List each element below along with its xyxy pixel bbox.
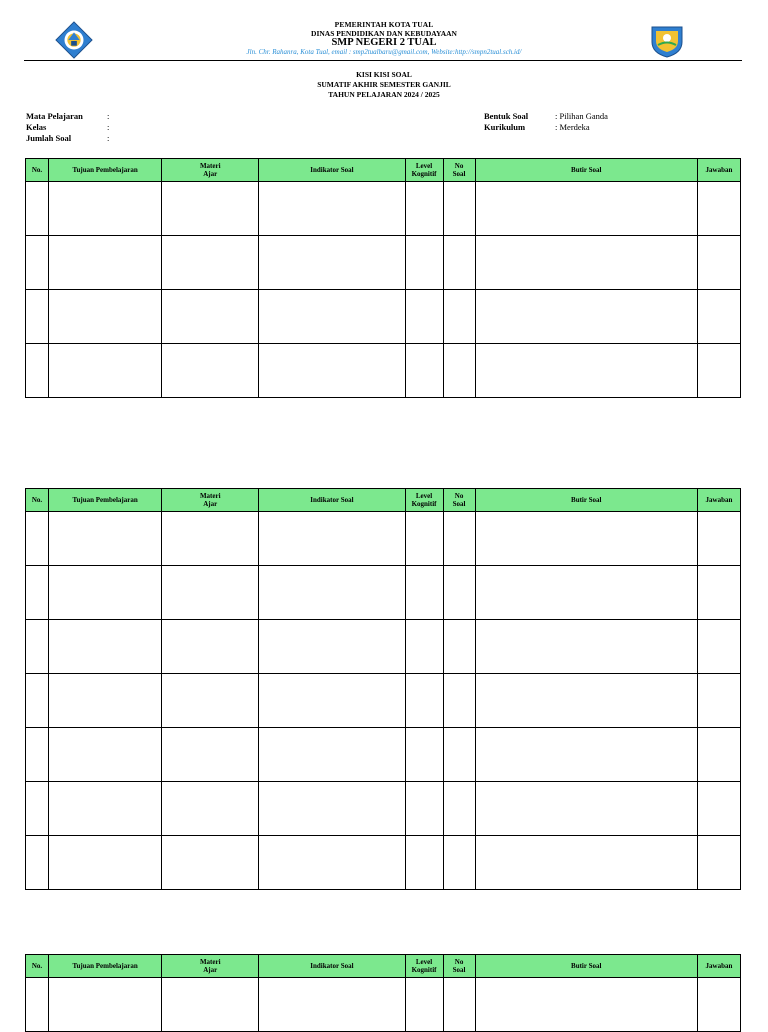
identity-value-form: : Pilihan Ganda (555, 111, 608, 121)
kisi-table-3 (25, 954, 741, 1032)
col-header-answer: Jawaban (697, 489, 740, 512)
table-cell (443, 344, 475, 398)
col-header-cognitive-level: Level Kognitif (405, 159, 443, 182)
identity-value-curriculum: : Merdeka (555, 122, 590, 132)
table-cell (475, 290, 697, 344)
letterhead (0, 0, 768, 62)
table-cell (259, 674, 405, 728)
table-cell (443, 836, 475, 890)
table-cell (405, 344, 443, 398)
table-cell (697, 566, 740, 620)
identity-label-subject: Mata Pelajaran (26, 111, 83, 121)
table-header-row (26, 955, 741, 978)
col-header-cognitive-level: Level Kognitif (405, 489, 443, 512)
table-cell (259, 344, 405, 398)
table-cell (162, 290, 259, 344)
table-cell (475, 674, 697, 728)
table-cell (259, 782, 405, 836)
table-cell (26, 182, 49, 236)
col-header-question-item: Butir Soal (475, 489, 697, 512)
table-cell (475, 836, 697, 890)
table-cell (26, 566, 49, 620)
col-header-learning-objective: Tujuan Pembelajaran (49, 955, 162, 978)
table-row (26, 978, 741, 1032)
col-header-indicator: Indikator Soal (259, 489, 405, 512)
table-cell (259, 728, 405, 782)
table-cell (259, 290, 405, 344)
identity-label-form: Bentuk Soal (484, 111, 529, 121)
table-cell (697, 182, 740, 236)
table-cell (49, 728, 162, 782)
table-cell (697, 236, 740, 290)
col-header-question-item: Butir Soal (475, 955, 697, 978)
table-cell (49, 674, 162, 728)
table-cell (443, 782, 475, 836)
table-cell (26, 290, 49, 344)
table-cell (162, 512, 259, 566)
school-year: TAHUN PELAJARAN 2024 / 2025 (328, 90, 440, 99)
table-cell (405, 782, 443, 836)
table-cell (697, 674, 740, 728)
table-cell (162, 674, 259, 728)
table-row (26, 344, 741, 398)
col-header-question-number: No Soal (443, 489, 475, 512)
table-cell (443, 728, 475, 782)
table-cell (697, 344, 740, 398)
col-header-indicator: Indikator Soal (259, 159, 405, 182)
table-cell (26, 236, 49, 290)
col-header-question-item: Butir Soal (475, 159, 697, 182)
table-header-row (26, 159, 741, 182)
table-cell (475, 182, 697, 236)
table-row (26, 182, 741, 236)
table-cell (405, 512, 443, 566)
table-cell (443, 512, 475, 566)
table-cell (49, 620, 162, 674)
table-cell (49, 566, 162, 620)
table-cell (475, 566, 697, 620)
table-cell (443, 620, 475, 674)
table-cell (405, 290, 443, 344)
table-cell (49, 978, 162, 1032)
table-cell (405, 978, 443, 1032)
table-cell (49, 344, 162, 398)
table-cell (49, 236, 162, 290)
col-header-question-number: No Soal (443, 159, 475, 182)
document-subtitle: SUMATIF AKHIR SEMESTER GANJIL (317, 80, 451, 89)
col-header-answer: Jawaban (697, 159, 740, 182)
table-cell (443, 236, 475, 290)
table-cell (49, 782, 162, 836)
table-row (26, 728, 741, 782)
table-cell (26, 674, 49, 728)
table-cell (49, 290, 162, 344)
col-header-material: Materi Ajar (162, 159, 259, 182)
table-cell (405, 836, 443, 890)
kisi-table-2 (25, 488, 741, 890)
department-name: DINAS PENDIDIKAN DAN KEBUDAYAAN (311, 29, 457, 38)
table-cell (697, 290, 740, 344)
identity-label-curriculum: Kurikulum (484, 122, 526, 132)
table-cell (26, 512, 49, 566)
table-cell (475, 782, 697, 836)
table-cell (475, 236, 697, 290)
col-header-no: No. (26, 489, 49, 512)
table-row (26, 674, 741, 728)
identity-sep-question-count: : (107, 133, 110, 143)
col-header-indicator: Indikator Soal (259, 955, 405, 978)
table-cell (162, 836, 259, 890)
table-cell (697, 512, 740, 566)
col-header-question-number: No Soal (443, 955, 475, 978)
table-cell (259, 836, 405, 890)
table-cell (259, 236, 405, 290)
table-cell (443, 566, 475, 620)
identity-label-class: Kelas (26, 122, 47, 132)
document-title: KISI KISI SOAL (356, 70, 412, 79)
table-cell (162, 236, 259, 290)
table-cell (259, 512, 405, 566)
table-cell (49, 182, 162, 236)
table-cell (475, 344, 697, 398)
col-header-no: No. (26, 955, 49, 978)
table-cell (697, 728, 740, 782)
table-cell (49, 512, 162, 566)
table-cell (443, 290, 475, 344)
table-cell (697, 836, 740, 890)
table-row (26, 236, 741, 290)
table-cell (26, 620, 49, 674)
table-row (26, 566, 741, 620)
table-row (26, 512, 741, 566)
table-cell (443, 182, 475, 236)
table-cell (26, 782, 49, 836)
table-cell (162, 728, 259, 782)
table-cell (475, 620, 697, 674)
table-cell (162, 782, 259, 836)
table-cell (162, 182, 259, 236)
table-cell (475, 512, 697, 566)
col-header-no: No. (26, 159, 49, 182)
col-header-material: Materi Ajar (162, 489, 259, 512)
school-name: SMP NEGERI 2 TUAL (331, 37, 437, 48)
table-cell (405, 182, 443, 236)
col-header-learning-objective: Tujuan Pembelajaran (49, 159, 162, 182)
col-header-learning-objective: Tujuan Pembelajaran (49, 489, 162, 512)
table-cell (475, 978, 697, 1032)
letterhead-divider (24, 60, 742, 61)
table-row (26, 782, 741, 836)
table-cell (475, 728, 697, 782)
school-contact: Jln. Chr. Rahanra, Kota Tual, email : smp2tualbaru@gmail.com, Website:http://smpn2tual.sch.id/ (246, 48, 522, 56)
table-cell (162, 620, 259, 674)
table-cell (405, 620, 443, 674)
col-header-cognitive-level: Level Kognitif (405, 955, 443, 978)
table-cell (26, 978, 49, 1032)
table-cell (259, 978, 405, 1032)
table-cell (405, 566, 443, 620)
table-row (26, 290, 741, 344)
kisi-table-1 (25, 158, 741, 398)
table-cell (49, 836, 162, 890)
table-cell (405, 674, 443, 728)
table-header-row (26, 489, 741, 512)
table-cell (259, 182, 405, 236)
identity-sep-subject: : (107, 111, 110, 121)
table-cell (26, 836, 49, 890)
table-cell (162, 344, 259, 398)
table-cell (443, 978, 475, 1032)
table-cell (259, 620, 405, 674)
table-cell (26, 344, 49, 398)
table-cell (697, 978, 740, 1032)
col-header-answer: Jawaban (697, 955, 740, 978)
table-cell (697, 620, 740, 674)
table-cell (162, 566, 259, 620)
table-cell (26, 728, 49, 782)
identity-sep-class: : (107, 122, 110, 132)
identity-label-question-count: Jumlah Soal (26, 133, 72, 143)
table-row (26, 620, 741, 674)
table-cell (697, 782, 740, 836)
table-cell (162, 978, 259, 1032)
table-row (26, 836, 741, 890)
table-cell (405, 236, 443, 290)
table-cell (259, 566, 405, 620)
table-cell (405, 728, 443, 782)
col-header-material: Materi Ajar (162, 955, 259, 978)
table-cell (443, 674, 475, 728)
government-name: PEMERINTAH KOTA TUAL (334, 20, 434, 29)
